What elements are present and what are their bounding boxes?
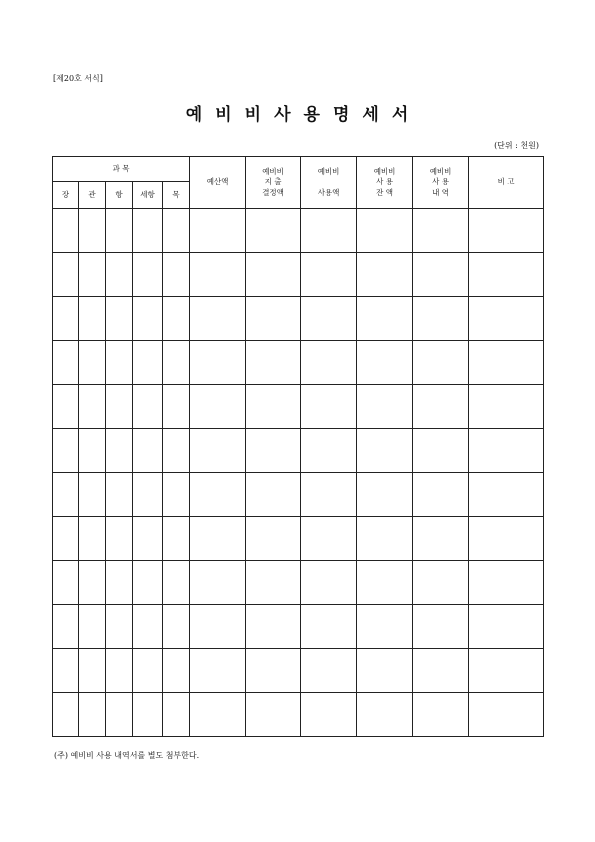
details-header: 예비비 사 용 내 역 — [413, 157, 469, 209]
table-cell[interactable] — [190, 605, 246, 649]
table-cell[interactable] — [79, 605, 106, 649]
table-cell[interactable] — [190, 385, 246, 429]
table-cell[interactable] — [469, 693, 544, 737]
table-cell[interactable] — [163, 649, 190, 693]
table-cell[interactable] — [301, 693, 357, 737]
table-row — [53, 649, 544, 693]
form-number: [제20호 서식] — [53, 74, 103, 83]
table-cell[interactable] — [301, 341, 357, 385]
table-cell[interactable] — [357, 561, 413, 605]
table-row — [53, 429, 544, 473]
table-cell[interactable] — [53, 385, 79, 429]
table-cell[interactable] — [106, 517, 133, 561]
table-cell[interactable] — [413, 209, 469, 253]
table-cell[interactable] — [190, 561, 246, 605]
table-cell[interactable] — [53, 341, 79, 385]
table-cell[interactable] — [357, 341, 413, 385]
table-row — [53, 473, 544, 517]
table-cell[interactable] — [357, 209, 413, 253]
table-cell[interactable] — [79, 209, 106, 253]
title-char: 비 — [215, 105, 233, 125]
table-cell[interactable] — [190, 649, 246, 693]
table-row — [53, 693, 544, 737]
table-cell[interactable] — [79, 561, 106, 605]
table-cell[interactable] — [53, 253, 79, 297]
table-cell[interactable] — [301, 473, 357, 517]
table-cell[interactable] — [133, 341, 163, 385]
table-cell[interactable] — [79, 297, 106, 341]
table-cell[interactable] — [53, 517, 79, 561]
table-row — [53, 385, 544, 429]
table-cell[interactable] — [469, 209, 544, 253]
table-cell[interactable] — [413, 297, 469, 341]
table-cell[interactable] — [133, 253, 163, 297]
table-cell[interactable] — [106, 561, 133, 605]
table-row — [53, 209, 544, 253]
table-cell[interactable] — [163, 209, 190, 253]
sehang-header: 세항 — [133, 182, 163, 209]
table-cell[interactable] — [469, 297, 544, 341]
table-cell[interactable] — [163, 473, 190, 517]
table-cell[interactable] — [413, 429, 469, 473]
table-cell[interactable] — [469, 473, 544, 517]
table-cell[interactable] — [357, 297, 413, 341]
table-cell[interactable] — [246, 473, 301, 517]
budget-header: 예산액 — [190, 157, 246, 209]
jang-header: 장 — [53, 182, 79, 209]
table-cell[interactable] — [301, 297, 357, 341]
table-cell[interactable] — [133, 649, 163, 693]
table-cell[interactable] — [246, 297, 301, 341]
table-cell[interactable] — [133, 429, 163, 473]
mok-header: 목 — [163, 182, 190, 209]
table-cell[interactable] — [413, 341, 469, 385]
reserve-fund-table — [52, 156, 544, 737]
table-cell[interactable] — [357, 473, 413, 517]
table-cell[interactable] — [301, 429, 357, 473]
table-cell[interactable] — [53, 649, 79, 693]
unit-label: (단위 : 천원) — [494, 141, 539, 150]
table-cell[interactable] — [469, 561, 544, 605]
table-cell[interactable] — [163, 341, 190, 385]
table-cell[interactable] — [469, 341, 544, 385]
footnote: (주) 예비비 사용 내역서를 별도 첨부한다. — [54, 751, 200, 760]
table-cell[interactable] — [246, 561, 301, 605]
table-cell[interactable] — [79, 649, 106, 693]
table-cell[interactable] — [79, 473, 106, 517]
table-cell[interactable] — [469, 605, 544, 649]
table-cell[interactable] — [357, 649, 413, 693]
table-cell[interactable] — [79, 385, 106, 429]
table-cell[interactable] — [357, 429, 413, 473]
document-title — [0, 100, 595, 125]
table-cell[interactable] — [163, 297, 190, 341]
table-cell[interactable] — [413, 693, 469, 737]
table-cell[interactable] — [246, 253, 301, 297]
table-row — [53, 341, 544, 385]
table-cell[interactable] — [413, 253, 469, 297]
table-cell[interactable] — [190, 297, 246, 341]
table-cell[interactable] — [53, 605, 79, 649]
subject-header: 과 목 — [53, 157, 190, 182]
table-cell[interactable] — [246, 649, 301, 693]
balance-header: 예비비 사 용 잔 액 — [357, 157, 413, 209]
table-cell[interactable] — [301, 561, 357, 605]
table-cell[interactable] — [163, 429, 190, 473]
table-cell[interactable] — [469, 385, 544, 429]
table-cell[interactable] — [79, 693, 106, 737]
table-cell[interactable] — [106, 473, 133, 517]
hang-header: 항 — [106, 182, 133, 209]
table-cell[interactable] — [190, 253, 246, 297]
table-cell[interactable] — [246, 517, 301, 561]
table-row — [53, 605, 544, 649]
table-cell[interactable] — [190, 341, 246, 385]
table-cell[interactable] — [413, 473, 469, 517]
table-cell[interactable] — [133, 561, 163, 605]
table-cell[interactable] — [246, 209, 301, 253]
table-cell[interactable] — [106, 649, 133, 693]
title-char: 예 — [185, 105, 204, 125]
table-cell[interactable] — [79, 429, 106, 473]
gwan-header: 관 — [79, 182, 106, 209]
table-cell[interactable] — [413, 649, 469, 693]
table-cell[interactable] — [246, 385, 301, 429]
table-cell[interactable] — [301, 253, 357, 297]
table-cell[interactable] — [163, 693, 190, 737]
table-cell[interactable] — [246, 341, 301, 385]
table-cell[interactable] — [53, 297, 79, 341]
table-cell[interactable] — [413, 385, 469, 429]
table-row — [53, 517, 544, 561]
table-cell[interactable] — [469, 649, 544, 693]
used-header: 예비비 사용액 — [301, 157, 357, 209]
table-cell[interactable] — [301, 517, 357, 561]
table-cell[interactable] — [301, 209, 357, 253]
table-cell[interactable] — [190, 209, 246, 253]
table-cell[interactable] — [413, 561, 469, 605]
title-char: 용 — [303, 105, 321, 125]
table-cell[interactable] — [357, 693, 413, 737]
table-row — [53, 561, 544, 605]
table-cell[interactable] — [301, 385, 357, 429]
table-cell[interactable] — [469, 253, 544, 297]
table-cell[interactable] — [53, 693, 79, 737]
table-cell[interactable] — [190, 693, 246, 737]
title-char: 사 — [274, 105, 292, 125]
table-cell[interactable] — [301, 605, 357, 649]
table-cell[interactable] — [133, 517, 163, 561]
table-cell[interactable] — [133, 209, 163, 253]
table-cell[interactable] — [53, 209, 79, 253]
table-cell[interactable] — [133, 297, 163, 341]
table-cell[interactable] — [190, 473, 246, 517]
table-cell[interactable] — [79, 253, 106, 297]
table-cell[interactable] — [106, 341, 133, 385]
table-cell[interactable] — [133, 693, 163, 737]
table-cell[interactable] — [246, 429, 301, 473]
table-cell[interactable] — [53, 429, 79, 473]
table-cell[interactable] — [163, 561, 190, 605]
title-char: 세 — [362, 105, 380, 125]
table-cell[interactable] — [163, 605, 190, 649]
table-cell[interactable] — [246, 605, 301, 649]
title-char: 서 — [391, 105, 410, 125]
table-cell[interactable] — [163, 253, 190, 297]
title-char: 비 — [244, 105, 263, 125]
table-cell[interactable] — [53, 473, 79, 517]
table-cell[interactable] — [106, 253, 133, 297]
table-cell[interactable] — [246, 693, 301, 737]
table-cell[interactable] — [133, 605, 163, 649]
table-row — [53, 297, 544, 341]
title-char: 명 — [332, 105, 351, 125]
table-cell[interactable] — [357, 385, 413, 429]
table-cell[interactable] — [301, 649, 357, 693]
table-cell[interactable] — [190, 517, 246, 561]
table-cell[interactable] — [106, 429, 133, 473]
table-cell[interactable] — [413, 517, 469, 561]
table-cell[interactable] — [163, 517, 190, 561]
table-cell[interactable] — [106, 209, 133, 253]
table-cell[interactable] — [133, 385, 163, 429]
table-cell[interactable] — [79, 517, 106, 561]
table-cell[interactable] — [133, 473, 163, 517]
table-row — [53, 253, 544, 297]
table-cell[interactable] — [469, 517, 544, 561]
table-cell[interactable] — [357, 517, 413, 561]
table-cell[interactable] — [106, 605, 133, 649]
table-cell[interactable] — [106, 297, 133, 341]
table-cell[interactable] — [106, 385, 133, 429]
table-cell[interactable] — [163, 385, 190, 429]
table-cell[interactable] — [190, 429, 246, 473]
table-cell[interactable] — [357, 605, 413, 649]
table-cell[interactable] — [106, 693, 133, 737]
remarks-header: 비 고 — [469, 157, 544, 209]
table-cell[interactable] — [413, 605, 469, 649]
table-cell[interactable] — [357, 253, 413, 297]
table-cell[interactable] — [79, 341, 106, 385]
decided-header: 예비비 지 출 결정액 — [246, 157, 301, 209]
table-cell[interactable] — [53, 561, 79, 605]
table-cell[interactable] — [469, 429, 544, 473]
